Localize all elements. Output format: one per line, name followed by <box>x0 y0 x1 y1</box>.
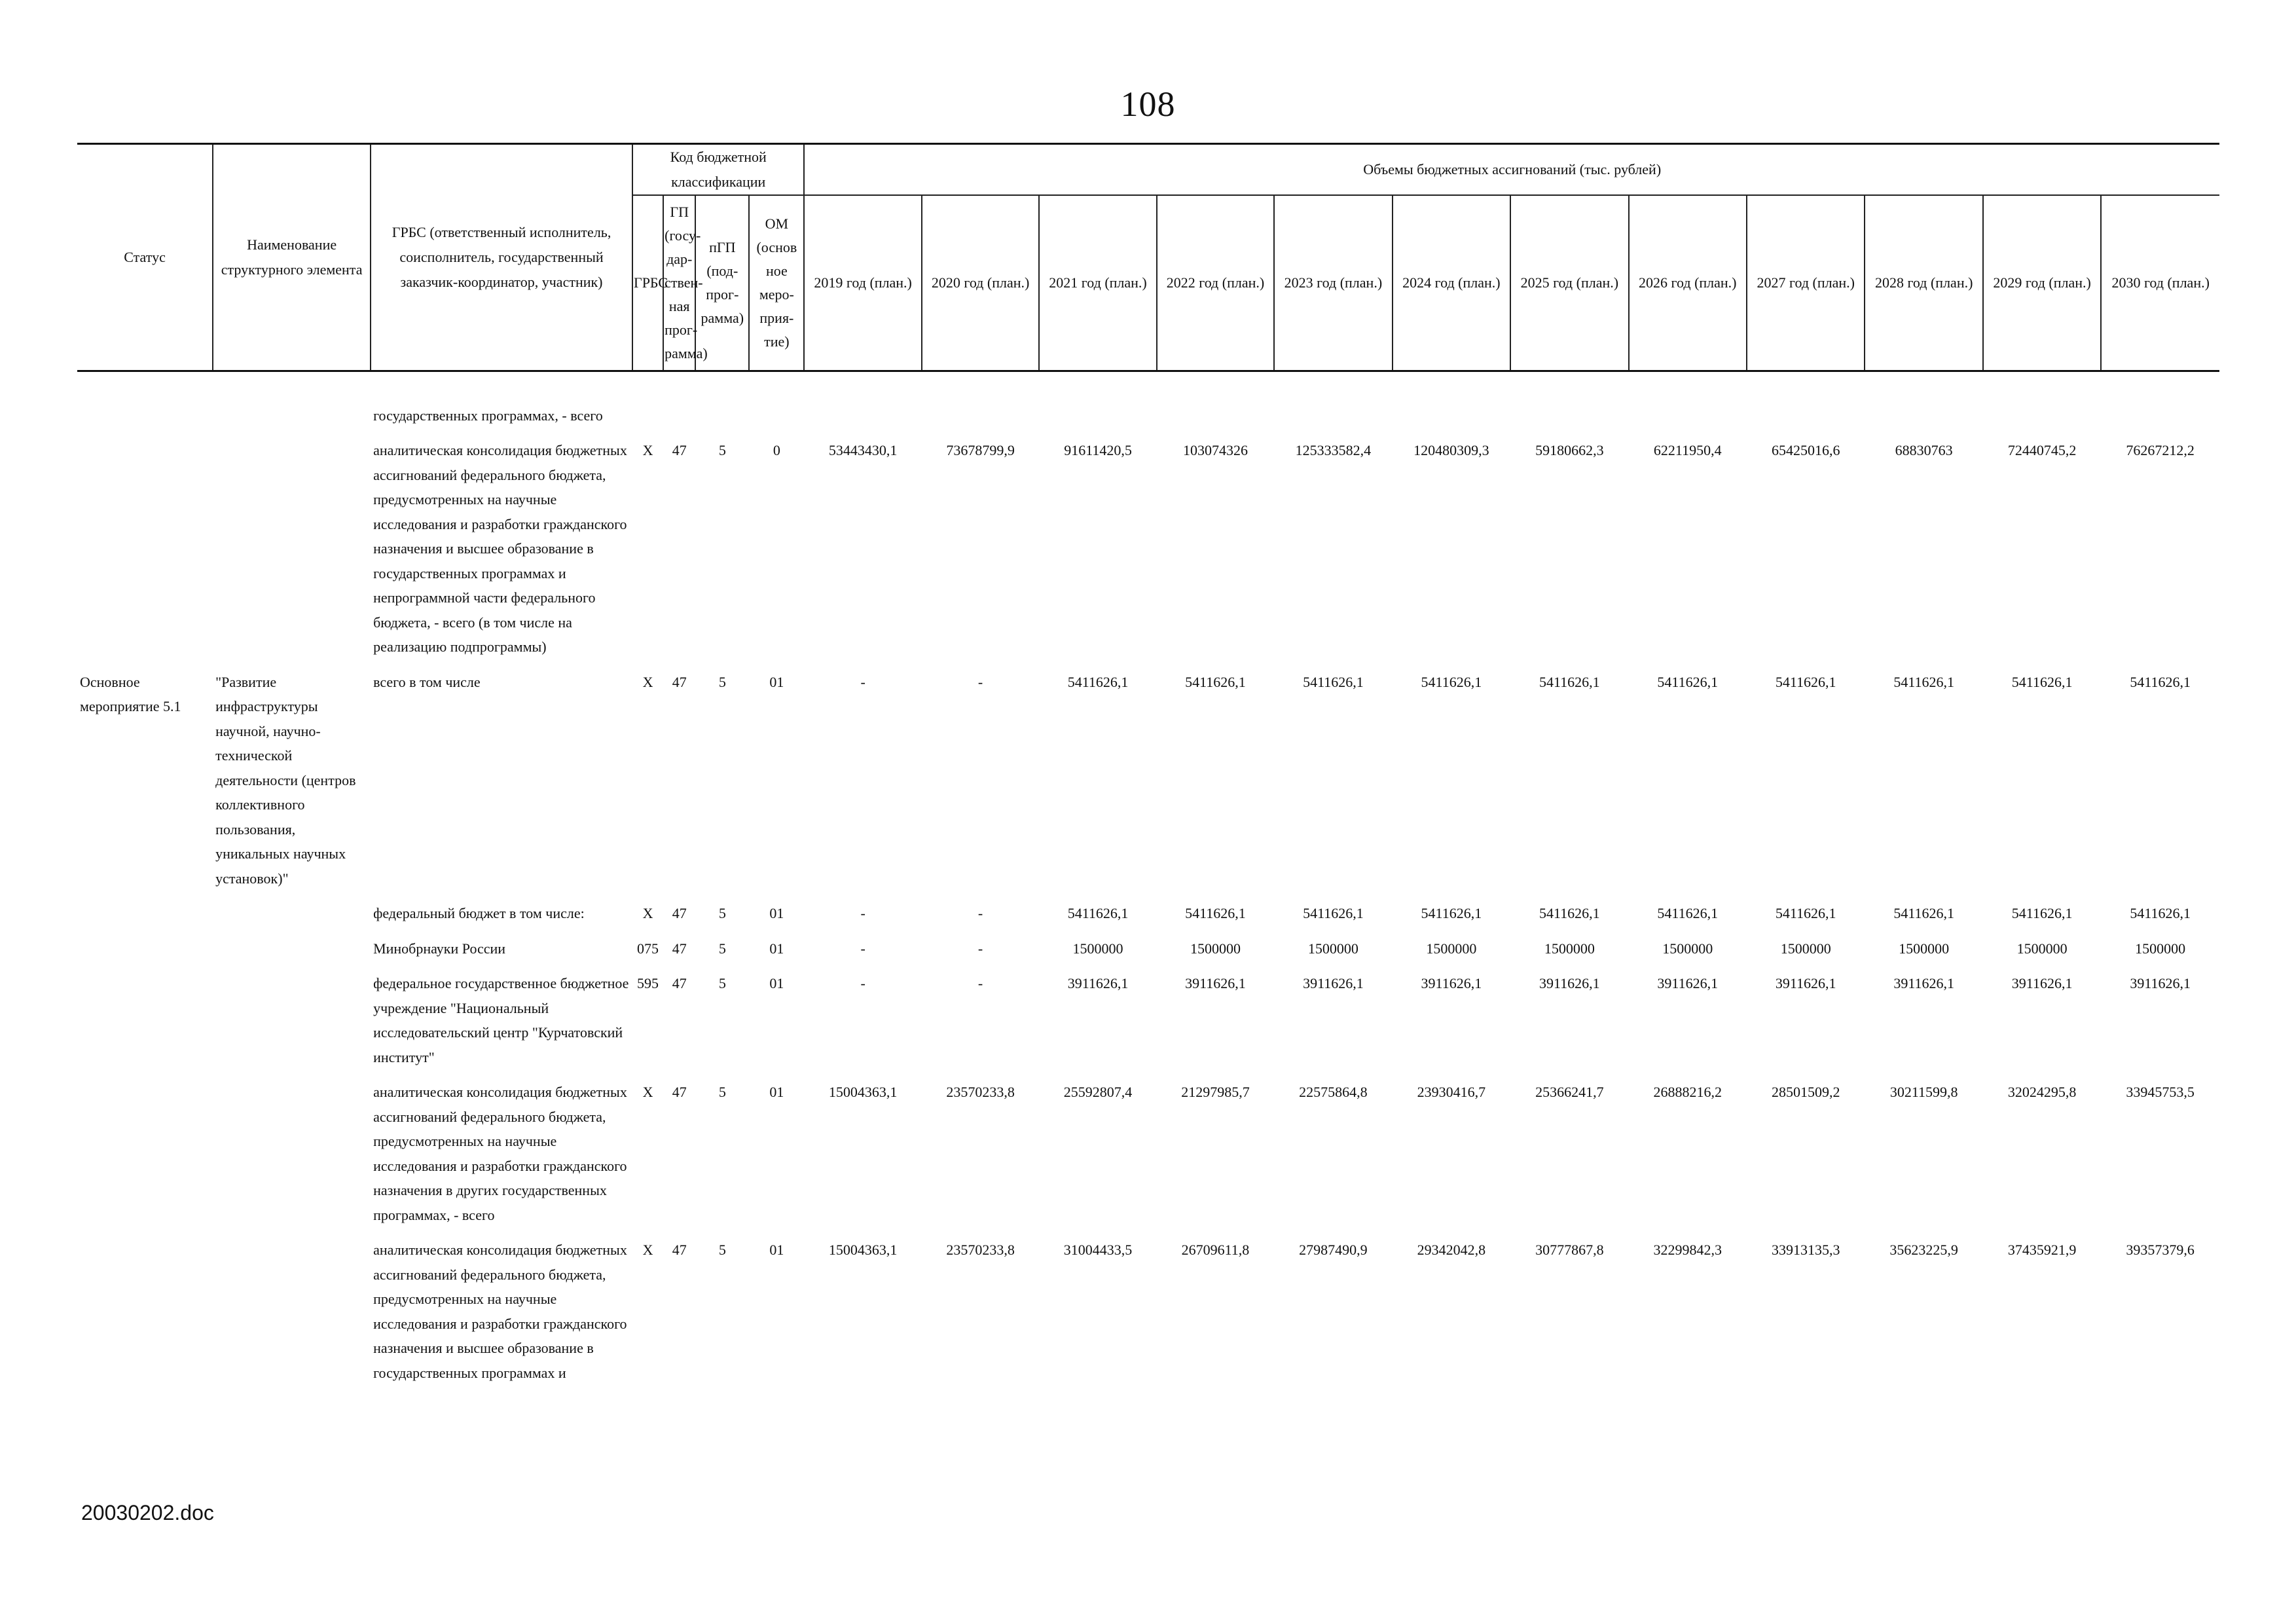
row-value-cell: 120480309,3 <box>1413 442 1489 458</box>
row-code-grbs: 075 <box>637 940 659 957</box>
row-value-cell: 3911626,1 <box>1067 975 1129 991</box>
header-grbs-full: ГРБС (ответственный исполнитель, соисполнитель, государственный заказчик-координатор, участник) <box>371 144 632 371</box>
row-value-cell: 5411626,1 <box>1185 905 1246 921</box>
row-code-gp <box>663 371 695 433</box>
row-status: Основное мероприятие 5.1 <box>80 673 181 714</box>
row-code-grbs: X <box>642 1084 653 1100</box>
row-value-cell <box>1393 371 1510 433</box>
row-value-cell: 5411626,1 <box>1303 673 1364 690</box>
row-grbs-text: Минобрнауки России <box>373 940 506 957</box>
row-value-cell: 1500000 <box>1662 940 1713 957</box>
header-code-pgp: пГП (под-прог-рамма) <box>695 195 749 371</box>
row-value-cell: - <box>977 673 983 690</box>
row-element-name <box>213 1232 371 1390</box>
row-grbs-text: государственных программах, - всего <box>373 407 603 424</box>
row-value-cell: 5411626,1 <box>1657 673 1719 690</box>
row-value-cell: 5411626,1 <box>1539 673 1600 690</box>
row-value-cell: 103074326 <box>1182 442 1248 458</box>
row-grbs-text: аналитическая консолидация бюджетных ассигнований федерального бюджета, предусмотренных на научные исследования и разработки гражданского назначения и высшее образование в государственных программах и <box>373 1242 627 1381</box>
row-value-cell: 3911626,1 <box>1539 975 1600 991</box>
row-value-cell: 5411626,1 <box>2011 673 2073 690</box>
row-value-cell: 53443430,1 <box>828 442 898 458</box>
row-code-om: 0 <box>773 442 780 458</box>
row-code-grbs: X <box>642 673 653 690</box>
row-value-cell: 21297985,7 <box>1181 1084 1250 1100</box>
table-body <box>77 371 2219 1390</box>
row-grbs-text: федеральное государственное бюджетное учреждение "Национальный исследовательский центр "Курчатовский институт" <box>373 975 629 1065</box>
row-value-cell: 62211950,4 <box>1653 442 1722 458</box>
row-element-name <box>213 966 371 1075</box>
row-code-gp: 47 <box>672 673 687 690</box>
row-value-cell <box>1274 371 1392 433</box>
row-code-gp: 47 <box>672 1084 687 1100</box>
header-year: 2028 год (план.) <box>1865 195 1982 371</box>
header-year: 2021 год (план.) <box>1039 195 1156 371</box>
header-year: 2019 год (план.) <box>804 195 921 371</box>
row-value-cell: 5411626,1 <box>1421 905 1482 921</box>
row-value-cell: - <box>860 905 866 921</box>
row-code-om: 01 <box>769 673 784 690</box>
row-value-cell <box>804 371 921 433</box>
row-code-pgp: 5 <box>718 975 726 991</box>
row-value-cell: 32024295,8 <box>2007 1084 2077 1100</box>
header-year: 2026 год (план.) <box>1629 195 1747 371</box>
row-value-cell: 33945753,5 <box>2126 1084 2195 1100</box>
row-code-om: 01 <box>769 905 784 921</box>
budget-table-container <box>77 143 2219 1390</box>
row-value-cell: 23570233,8 <box>946 1242 1015 1258</box>
row-value-cell: 5411626,1 <box>1775 905 1836 921</box>
row-value-cell: 30211599,8 <box>1889 1084 1958 1100</box>
header-year: 2020 год (план.) <box>922 195 1039 371</box>
row-value-cell: 35623225,9 <box>1889 1242 1958 1258</box>
row-value-cell: 3911626,1 <box>1303 975 1364 991</box>
row-value-cell: 3911626,1 <box>1185 975 1246 991</box>
row-value-cell: - <box>977 975 983 991</box>
header-year: 2025 год (план.) <box>1510 195 1628 371</box>
row-value-cell: 5411626,1 <box>1303 905 1364 921</box>
row-status <box>77 371 213 433</box>
table-row <box>77 1075 2219 1232</box>
header-volumes-group: Объемы бюджетных ассигнований (тыс. рублей) <box>804 144 2219 196</box>
row-status <box>77 966 213 1075</box>
header-code-om: ОМ (основ ное меро-прия-тие) <box>749 195 804 371</box>
row-code-gp: 47 <box>672 940 687 957</box>
row-value-cell: 1500000 <box>1426 940 1477 957</box>
row-element-name: "Развитие инфраструктуры научной, научно-технической деятельности (центров коллективного пользования, уникальных научных установок)" <box>215 673 356 887</box>
row-value-cell: 26888216,2 <box>1653 1084 1722 1100</box>
row-value-cell <box>2101 371 2219 433</box>
row-value-cell: 3911626,1 <box>1775 975 1836 991</box>
row-code-pgp: 5 <box>718 1242 726 1258</box>
header-year: 2024 год (план.) <box>1393 195 1510 371</box>
row-code-grbs: X <box>642 442 653 458</box>
row-value-cell: 3911626,1 <box>1657 975 1719 991</box>
row-value-cell: 32299842,3 <box>1653 1242 1722 1258</box>
document-filename: 20030202.doc <box>81 1501 214 1524</box>
row-value-cell: - <box>860 673 866 690</box>
row-grbs-text: всего в том числе <box>373 673 481 690</box>
row-value-cell: 30777867,8 <box>1535 1242 1604 1258</box>
row-value-cell: 1500000 <box>2135 940 2186 957</box>
row-value-cell: 5411626,1 <box>1539 905 1600 921</box>
row-element-name <box>213 1075 371 1232</box>
header-element-name: Наименование структурного элемента <box>213 144 371 371</box>
row-code-gp: 47 <box>672 442 687 458</box>
row-value-cell: 5411626,1 <box>1657 905 1719 921</box>
row-value-cell: 1500000 <box>1780 940 1831 957</box>
row-code-om: 01 <box>769 975 784 991</box>
table-header <box>77 144 2219 371</box>
row-value-cell: 28501509,2 <box>1771 1084 1840 1100</box>
row-element-name <box>213 371 371 433</box>
row-value-cell: - <box>860 975 866 991</box>
header-budget-code-group: Код бюджетной классификации <box>632 144 804 196</box>
row-code-pgp: 5 <box>718 673 726 690</box>
row-value-cell: 29342042,8 <box>1417 1242 1486 1258</box>
row-code-om <box>749 371 804 433</box>
row-code-grbs: X <box>642 1242 653 1258</box>
row-value-cell: 5411626,1 <box>1185 673 1246 690</box>
row-grbs-text: федеральный бюджет в том числе: <box>373 905 585 921</box>
row-value-cell: 31004433,5 <box>1063 1242 1133 1258</box>
row-value-cell: 59180662,3 <box>1535 442 1604 458</box>
budget-allocation-table <box>77 143 2219 1390</box>
row-value-cell: 26709611,8 <box>1181 1242 1250 1258</box>
row-code-pgp <box>695 371 749 433</box>
row-value-cell: 5411626,1 <box>1421 673 1482 690</box>
row-value-cell: - <box>860 940 866 957</box>
row-value-cell: 65425016,6 <box>1771 442 1840 458</box>
row-value-cell: 39357379,6 <box>2126 1242 2195 1258</box>
table-row <box>77 931 2219 967</box>
row-value-cell: 27987490,9 <box>1299 1242 1368 1258</box>
row-value-cell: 37435921,9 <box>2007 1242 2077 1258</box>
header-year: 2030 год (план.) <box>2101 195 2219 371</box>
row-value-cell: 76267212,2 <box>2126 442 2195 458</box>
table-row <box>77 433 2219 665</box>
row-code-grbs: X <box>642 905 653 921</box>
table-row <box>77 665 2219 896</box>
table-row <box>77 1232 2219 1390</box>
row-value-cell <box>922 371 1039 433</box>
row-status <box>77 931 213 967</box>
table-row <box>77 966 2219 1075</box>
row-code-grbs: 595 <box>637 975 659 991</box>
row-code-pgp: 5 <box>718 1084 726 1100</box>
row-grbs-text: аналитическая консолидация бюджетных ассигнований федерального бюджета, предусмотренных на научные исследования и разработки гражданского назначения в других государственных программах, - всего <box>373 1084 627 1223</box>
row-code-pgp: 5 <box>718 940 726 957</box>
row-value-cell: 1500000 <box>1190 940 1241 957</box>
header-code-gp: ГП (госу-дар-ствен-ная прог-рамма) <box>663 195 695 371</box>
row-code-gp: 47 <box>672 1242 687 1258</box>
row-value-cell: 3911626,1 <box>2011 975 2073 991</box>
row-value-cell: - <box>977 905 983 921</box>
row-value-cell: 91611420,5 <box>1064 442 1132 458</box>
row-value-cell: 25366241,7 <box>1535 1084 1604 1100</box>
row-value-cell: 1500000 <box>1307 940 1358 957</box>
row-value-cell: 1500000 <box>2016 940 2068 957</box>
row-value-cell: 3911626,1 <box>1421 975 1482 991</box>
row-value-cell: 5411626,1 <box>1067 673 1129 690</box>
row-element-name <box>213 896 371 931</box>
row-status <box>77 1075 213 1232</box>
row-value-cell: 25592807,4 <box>1063 1084 1133 1100</box>
row-value-cell: 125333582,4 <box>1295 442 1372 458</box>
header-code-grbs: ГРБС <box>632 195 663 371</box>
header-year: 2029 год (план.) <box>1983 195 2101 371</box>
row-value-cell: 1500000 <box>1544 940 1595 957</box>
page-number: 108 <box>1120 84 1176 124</box>
row-value-cell: 15004363,1 <box>828 1242 898 1258</box>
row-code-pgp: 5 <box>718 905 726 921</box>
table-row <box>77 896 2219 931</box>
header-status: Статус <box>77 144 213 371</box>
row-value-cell: 1500000 <box>1072 940 1123 957</box>
row-code-pgp: 5 <box>718 442 726 458</box>
row-value-cell <box>1039 371 1156 433</box>
row-code-om: 01 <box>769 940 784 957</box>
row-value-cell: 33913135,3 <box>1771 1242 1840 1258</box>
row-value-cell: 3911626,1 <box>1893 975 1955 991</box>
row-status <box>77 1232 213 1390</box>
row-status <box>77 896 213 931</box>
row-code-om: 01 <box>769 1084 784 1100</box>
row-value-cell: - <box>977 940 983 957</box>
row-value-cell: 23570233,8 <box>946 1084 1015 1100</box>
row-value-cell: 72440745,2 <box>2007 442 2077 458</box>
header-year: 2027 год (план.) <box>1747 195 1865 371</box>
header-year: 2023 год (план.) <box>1274 195 1392 371</box>
row-element-name <box>213 931 371 967</box>
row-status <box>77 433 213 665</box>
row-value-cell <box>1865 371 1982 433</box>
row-value-cell: 23930416,7 <box>1417 1084 1486 1100</box>
row-code-gp: 47 <box>672 975 687 991</box>
row-value-cell: 5411626,1 <box>1893 905 1955 921</box>
row-element-name <box>213 433 371 665</box>
row-code-om: 01 <box>769 1242 784 1258</box>
row-value-cell <box>1510 371 1628 433</box>
row-value-cell: 5411626,1 <box>1775 673 1836 690</box>
row-value-cell: 68830763 <box>1895 442 1953 458</box>
row-value-cell: 73678799,9 <box>946 442 1015 458</box>
row-grbs-text: аналитическая консолидация бюджетных ассигнований федерального бюджета, предусмотренных на научные исследования и разработки гражданского назначения и высшее образование в государственных программах и непрограммной части федерального бюджета, - всего (в том числе на реализацию подпрограммы) <box>373 442 627 655</box>
header-year: 2022 год (план.) <box>1157 195 1274 371</box>
row-value-cell <box>1157 371 1274 433</box>
row-value-cell <box>1747 371 1865 433</box>
row-value-cell: 5411626,1 <box>1893 673 1955 690</box>
row-value-cell: 5411626,1 <box>2011 905 2073 921</box>
table-row <box>77 371 2219 433</box>
row-value-cell <box>1983 371 2101 433</box>
row-value-cell <box>1629 371 1747 433</box>
row-value-cell: 15004363,1 <box>828 1084 898 1100</box>
row-value-cell: 5411626,1 <box>2130 905 2191 921</box>
row-value-cell: 5411626,1 <box>2130 673 2191 690</box>
row-value-cell: 5411626,1 <box>1067 905 1129 921</box>
row-value-cell: 3911626,1 <box>2130 975 2191 991</box>
row-code-gp: 47 <box>672 905 687 921</box>
row-value-cell: 22575864,8 <box>1299 1084 1368 1100</box>
row-code-grbs <box>632 371 663 433</box>
row-value-cell: 1500000 <box>1899 940 1950 957</box>
